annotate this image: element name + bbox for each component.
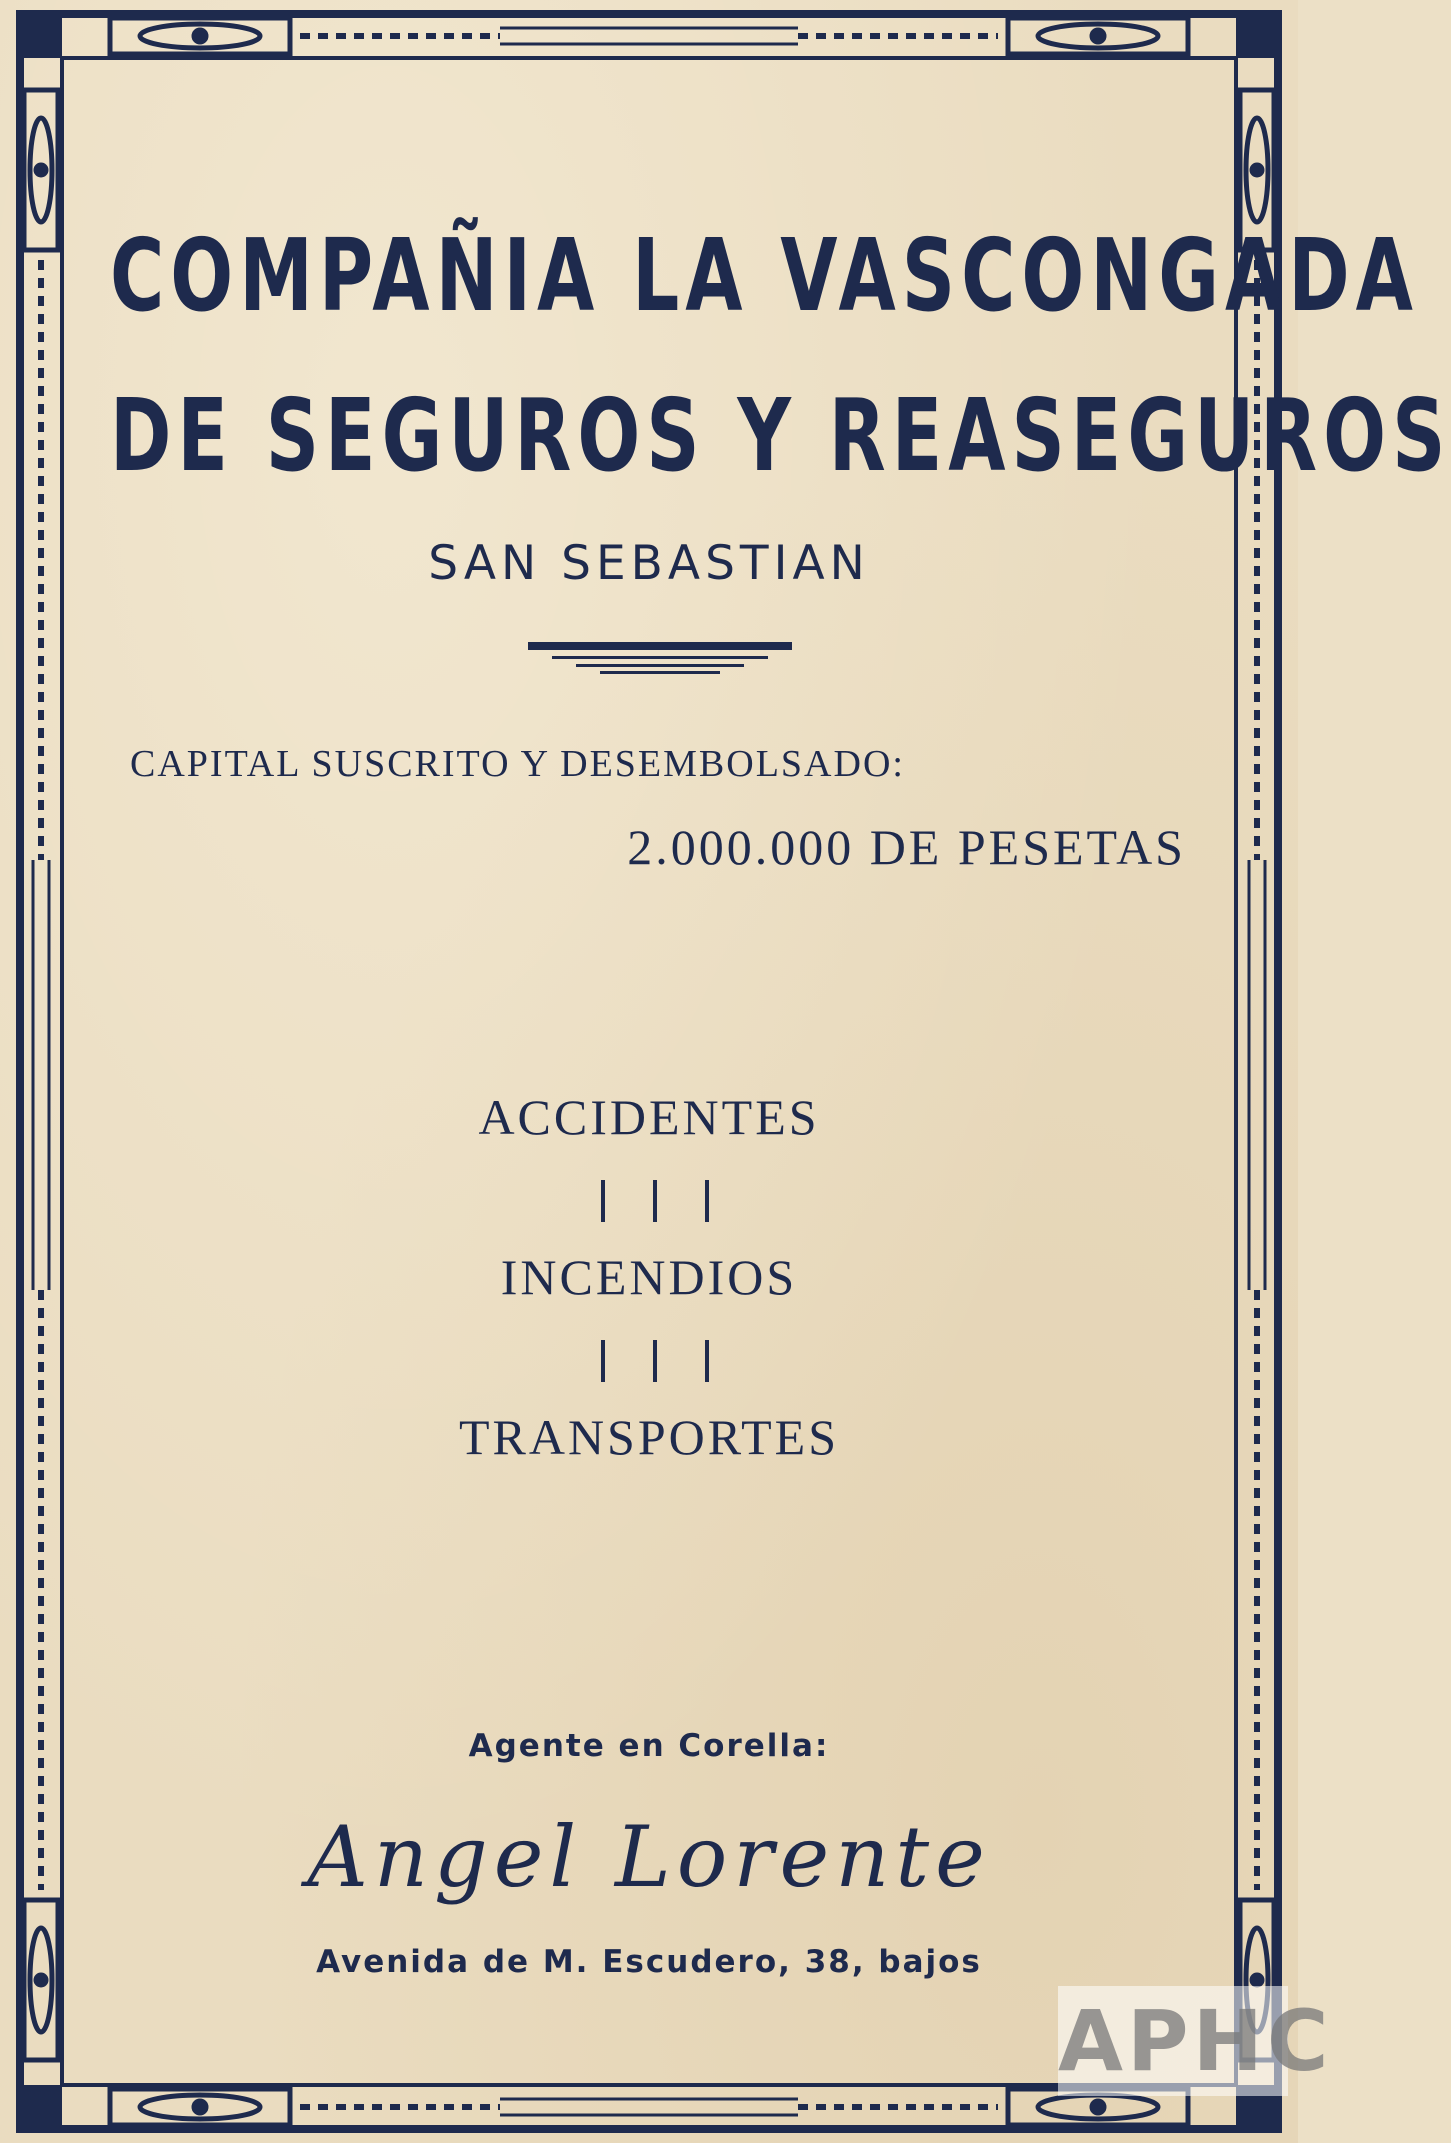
separator-bars	[595, 1338, 715, 1384]
agent-address: Avenida de M. Escudero, 38, bajos	[316, 1944, 982, 1980]
capital-label: CAPITAL SUSCRITO Y DESEMBOLSADO:	[130, 743, 905, 785]
agent-label: Agente en Corella:	[468, 1728, 830, 1764]
watermark-logo: APHC	[1058, 1986, 1288, 2096]
company-name-line-1: COMPAÑIA LA VASCONGADA	[110, 218, 1419, 335]
company-name-line-2: DE SEGUROS Y REASEGUROS	[110, 378, 1451, 495]
city-name: SAN SEBASTIAN	[428, 536, 870, 591]
line-transportes: TRANSPORTES	[458, 1409, 840, 1465]
ornamental-rule	[528, 640, 792, 676]
line-incendios: INCENDIOS	[500, 1249, 798, 1305]
agent-name: Angel Lorente	[307, 1808, 991, 1906]
capital-value: 2.000.000 DE PESETAS	[627, 819, 1186, 875]
separator-bars	[595, 1178, 715, 1224]
line-accidentes: ACCIDENTES	[478, 1089, 820, 1145]
